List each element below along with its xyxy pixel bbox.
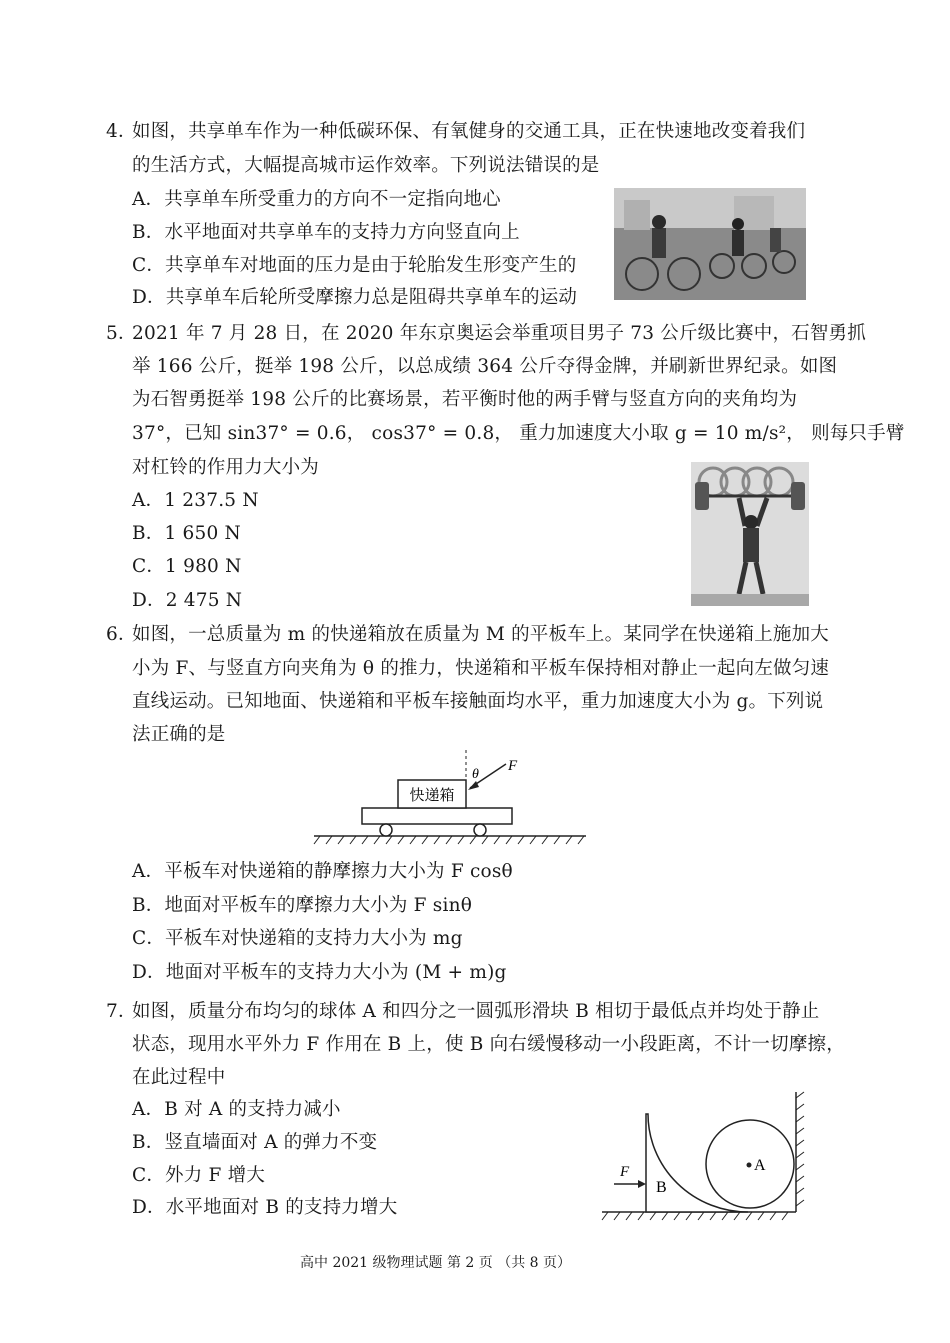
- q6-stem-line-3: 直线运动。已知地面、快递箱和平板车接触面均水平，重力加速度大小为 g。下列说: [132, 691, 824, 712]
- q4-option-a: A．共享单车所受重力的方向不一定指向地心: [132, 189, 501, 210]
- q4-number: 4．: [106, 121, 137, 142]
- q6-stem-line-2: 小为 F、与竖直方向夹角为 θ 的推力，快递箱和平板车保持相对静止一起向左做匀速: [132, 658, 830, 679]
- q4-stem-line-2: 的生活方式，大幅提高城市运作效率。下列说法错误的是: [132, 155, 600, 176]
- angle-label: θ: [472, 767, 479, 782]
- q7-stem-line-3: 在此过程中: [132, 1067, 226, 1088]
- q6-option-c: C．平板车对快递箱的支持力大小为 mg: [132, 928, 463, 949]
- q5-stem-line-5: 对杠铃的作用力大小为: [132, 457, 320, 478]
- force-label: F: [620, 1164, 630, 1180]
- ball-label: A: [754, 1157, 766, 1174]
- q5-stem-line-3: 为石智勇挺举 198 公斤的比赛场景，若平衡时他的两手臂与竖直方向的夹角均为: [132, 389, 798, 410]
- q5-option-b: B．1 650 N: [132, 523, 241, 544]
- weightlifter-photo: [691, 462, 809, 606]
- q4-option-d: D．共享单车后轮所受摩擦力总是阻碍共享单车的运动: [132, 287, 578, 308]
- q5-stem-line-2: 举 166 公斤，挺举 198 公斤，以总成绩 364 公斤夺得金牌，并刷新世界纪录。如图: [132, 356, 838, 377]
- page-footer: 高中 2021 级物理试题 第 2 页 （共 8 页）: [300, 1255, 572, 1271]
- q7-ball-block-figure: [600, 1088, 810, 1224]
- q6-cart-figure: [310, 748, 590, 848]
- q6-stem-line-1: 如图，一总质量为 m 的快递箱放在质量为 M 的平板车上。某同学在快递箱上施加大: [132, 624, 830, 645]
- q7-number: 7．: [106, 1001, 137, 1022]
- q6-option-a: A．平板车对快递箱的静摩擦力大小为 F cosθ: [132, 861, 513, 882]
- q5-stem-line-1: 2021 年 7 月 28 日，在 2020 年东京奥运会举重项目男子 73 公斤级比赛中，石智勇抓: [132, 323, 866, 344]
- q6-option-d: D．地面对平板车的支持力大小为 (M + m)g: [132, 962, 507, 983]
- q5-option-c: C．1 980 N: [132, 556, 242, 577]
- q7-stem-line-1: 如图，质量分布均匀的球体 A 和四分之一圆弧形滑块 B 相切于最低点并均处于静止: [132, 1001, 820, 1022]
- cart-platform: [362, 808, 512, 824]
- cart-wheel-left: [380, 824, 392, 836]
- q7-option-b: B．竖直墙面对 A 的弹力不变: [132, 1132, 378, 1153]
- q6-number: 6．: [106, 624, 137, 645]
- cart-wheel-right: [474, 824, 486, 836]
- bicycle-photo: [614, 188, 806, 300]
- q6-option-b: B．地面对平板车的摩擦力大小为 F sinθ: [132, 895, 473, 916]
- force-label: F: [508, 758, 518, 774]
- q4-option-c: C．共享单车对地面的压力是由于轮胎发生形变产生的: [132, 255, 577, 276]
- q5-number: 5．: [106, 323, 137, 344]
- q5-option-a: A．1 237.5 N: [132, 490, 259, 511]
- q5-option-d: D．2 475 N: [132, 590, 243, 611]
- q7-stem-line-2: 状态，现用水平外力 F 作用在 B 上，使 B 向右缓慢移动一小段距离，不计一切摩擦，: [132, 1034, 845, 1055]
- q7-option-a: A．B 对 A 的支持力减小: [132, 1099, 341, 1120]
- q6-stem-line-4: 法正确的是: [132, 724, 226, 745]
- block-label: B: [656, 1179, 667, 1196]
- box-label: 快递箱: [409, 786, 455, 804]
- q4-option-b: B．水平地面对共享单车的支持力方向竖直向上: [132, 222, 520, 243]
- q7-option-c: C．外力 F 增大: [132, 1165, 266, 1186]
- q5-stem-line-4: 37°，已知 sin37° = 0.6， cos37° = 0.8， 重力加速度大小取 g = 10 m/s²， 则每只手臂: [132, 423, 905, 444]
- q7-option-d: D．水平地面对 B 的支持力增大: [132, 1197, 398, 1218]
- q4-stem-line-1: 如图，共享单车作为一种低碳环保、有氧健身的交通工具，正在快速地改变着我们: [132, 121, 806, 142]
